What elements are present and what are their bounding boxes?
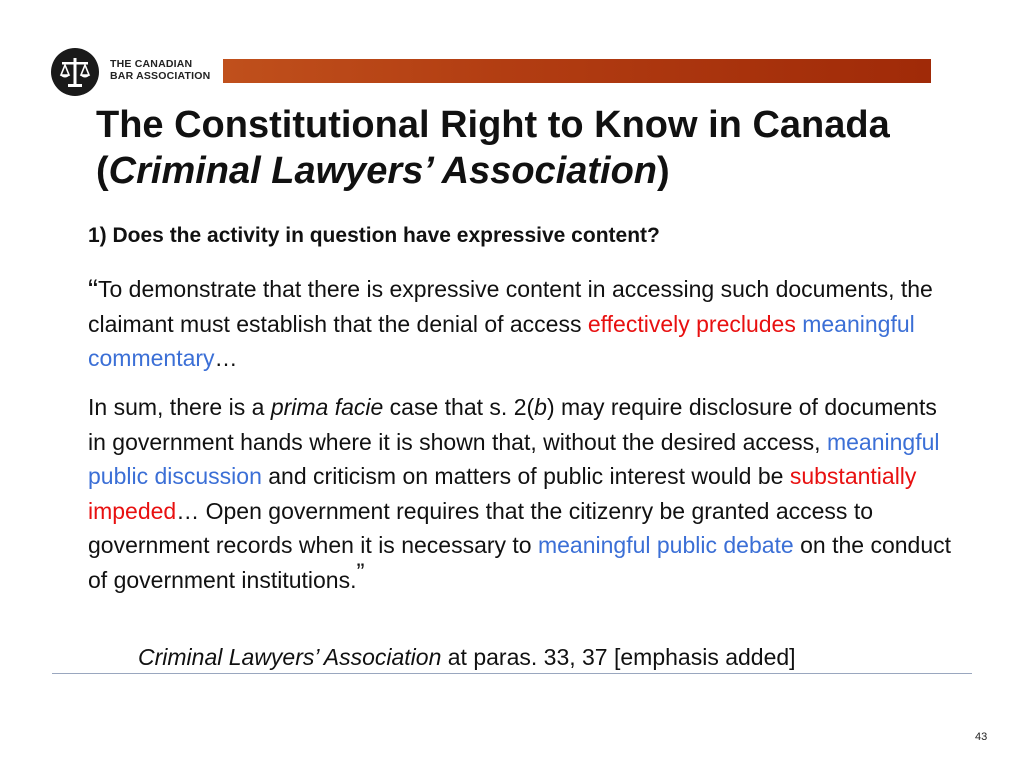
open-quote-mark: “ [88,274,98,307]
title-paren-open: ( [96,150,109,192]
p2-italic-b: b [534,394,547,420]
p2-part-a: In sum, there is a [88,394,271,420]
page-number: 43 [975,731,988,743]
citation-paras: at paras. 33, 37 [emphasis added] [441,644,796,670]
header-accent-bar [223,59,931,83]
quote-paragraph-1 [88,271,958,376]
close-quote-mark: ” [356,558,365,586]
p2-part-f: on the conduct of government institutions. [88,532,952,593]
p2-blue-emphasis-1: meaningful public discussion [88,428,940,489]
p1-red-emphasis: effectively precludes [587,310,796,337]
p1-blue-emphasis: meaningful commentary [88,310,915,371]
p2-italic-prima-facie: prima facie [270,394,384,420]
p2-red-emphasis: substantially impeded [88,463,917,524]
slide-title [96,102,976,194]
citation [138,644,796,671]
cba-logo-icon [50,47,100,97]
title-line-1: The Constitutional Right to Know in Canada [96,104,890,146]
p2-part-c: ) may require disclosure of documents in government hands where it is shown that, without the desired access, [88,394,937,455]
logo-wordmark [110,58,210,82]
p1-text: To demonstrate that there is expressive content in accessing such documents, the claimant must establish that the denial of access [88,276,933,337]
p2-blue-emphasis-2: meaningful public debate [537,532,794,558]
bottom-divider [52,673,972,674]
logo-line-2: BAR ASSOCIATION [110,70,211,82]
p2-part-e: … Open government requires that the citizenry be granted access to government records when it is necessary to [88,497,873,558]
p2-part-b: case that s. 2( [383,394,535,420]
p2-part-d: and criticism on matters of public interest would be [261,463,790,489]
quote-paragraph-2 [88,390,958,598]
logo-line-1: THE CANADIAN [110,58,193,70]
question-heading: 1) Does the activity in question have expressive content? [88,224,660,247]
title-case-name: Criminal Lawyers’ Association [108,150,658,192]
title-paren-close: ) [657,150,670,192]
p1-ellipsis: … [214,345,238,371]
citation-case-name: Criminal Lawyers’ Association [138,644,442,670]
